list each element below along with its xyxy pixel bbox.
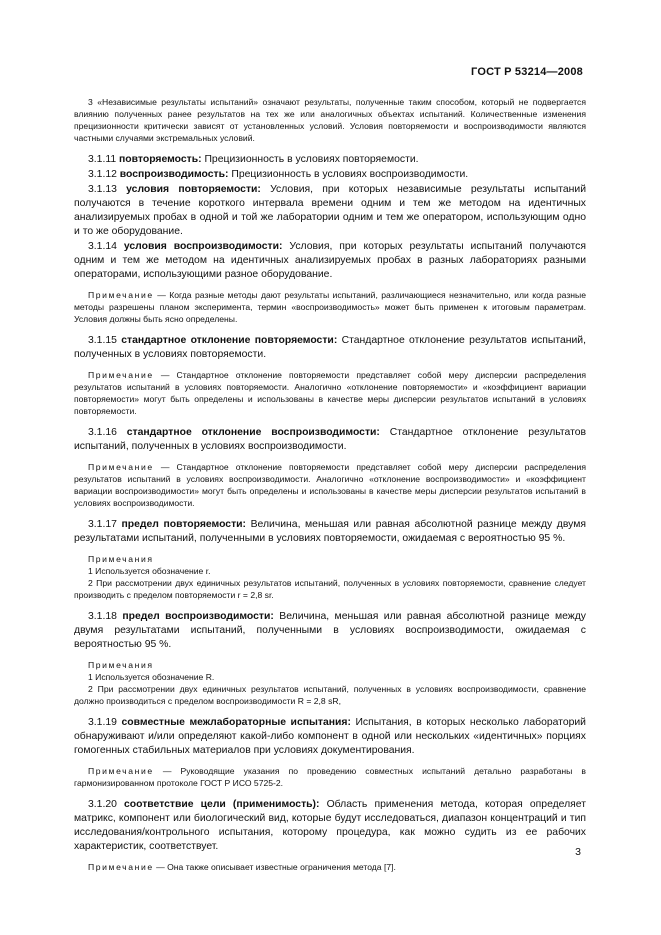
note-label: Примечание [88, 370, 154, 380]
term-title: условия воспроизводимости: [123, 241, 283, 252]
term-3-1-20 [74, 798, 586, 854]
term-definition: Стандартное отклонение результатов испытаний, полученных в условиях воспроизводимости. [74, 427, 587, 452]
term-3-1-14 [74, 240, 586, 282]
term-title: предел повторяемости: [121, 519, 247, 530]
term-3-1-16 [74, 426, 586, 454]
term-title: стандартное отклонение воспроизводимости: [126, 427, 380, 438]
term-definition: Величина, меньшая или равная абсолютной разнице между двумя результатами испытаний, полученными в условиях повторяемости, ожидаемая с вероятностью 95 %. [74, 519, 587, 544]
term-3-1-17 [74, 518, 586, 546]
term-definition: Величина, меньшая или равная абсолютной разнице между двумя результатами испытаний, полученными в условиях воспроизводимости, ожидаемая с вероятностью 95 %. [74, 611, 586, 650]
note-label: Примечание [88, 462, 154, 472]
term-number: 3.1.15 [88, 335, 117, 346]
term-title: соответствие цели (применимость): [124, 799, 320, 810]
notes-block [74, 553, 586, 601]
note-paragraph [74, 461, 586, 509]
note-line: 2 При рассмотрении двух единичных результатов испытаний, полученных в условиях воспроизводимости, сравнение должно производиться с пределом воспроизводимости R = 2,8 sR, [74, 684, 586, 706]
term-3-1-15 [74, 334, 586, 362]
notes-label: Примечания [88, 554, 154, 564]
notes-block [74, 659, 586, 707]
note-text: — Стандартное отклонение повторяемости представляет собой меру дисперсии распределения результатов испытаний в условиях повторяемости. Аналогично «отклонение повторяемости» и «коэффициент вариации повторяемости» могут быть определены и использованы в качестве меры дисперсии результатов испытаний в условиях повторяемости. [74, 370, 586, 416]
term-title: предел воспроизводимости: [122, 611, 274, 622]
note-line: 1 Используется обозначение R. [88, 672, 215, 682]
note-text: — Стандартное отклонение повторяемости представляет собой меру дисперсии распределения результатов испытаний в условиях воспроизводимости. Аналогично «отклонение воспроизводимости» и «коэффициент вариации воспроизводимости» могут быть определены и использованы в качестве меры дисперсии результатов испытаний в условиях воспроизводимости. [74, 462, 586, 508]
term-number: 3.1.14 [88, 241, 117, 252]
notes-label: Примечания [88, 660, 154, 670]
note-text: — Руководящие указания по проведению совместных испытаний детально разработаны в гармонизированном протоколе ГОСТ Р ИСО 5725-2. [74, 766, 586, 788]
term-definition: Область применения метода, которая определяет матрикс, компонент или биологический вид, которые будут исследоваться, диапазон концентраций и тип исследования/контрольного испытания, которому процедура, как можно судить из ее рабочих характеристик, соответствует. [74, 799, 586, 852]
term-number: 3.1.19 [88, 717, 117, 728]
term-3-1-11 [74, 153, 586, 167]
note-paragraph [74, 96, 586, 144]
term-number: 3.1.13 [88, 184, 117, 195]
note-label: Примечание [88, 862, 154, 872]
note-paragraph [74, 765, 586, 789]
note-text: 3 «Независимые результаты испытаний» означают результаты, полученные таким способом, который не подвергается влиянию полученных ранее результатов на тех же или аналогичных объектах испытаний. Количественные изменения прецизионности критически зависят от установленных условий. Условия повторяемости и воспроизводимости являются частными случаями экстремальных условий. [74, 97, 586, 143]
term-number: 3.1.16 [88, 427, 117, 438]
term-definition: Прецизионность в условиях воспроизводимости. [228, 169, 469, 180]
term-title: стандартное отклонение повторяемости: [121, 335, 338, 346]
term-title: условия повторяемости: [126, 184, 261, 195]
term-number: 3.1.11 [88, 154, 117, 165]
term-number: 3.1.17 [88, 519, 117, 530]
term-3-1-19 [74, 716, 586, 758]
document-id: ГОСТ Р 53214—2008 [471, 66, 583, 78]
note-line: 1 Используется обозначение r. [88, 566, 211, 576]
note-text: — Она также описывает известные ограничения метода [7]. [153, 862, 396, 872]
term-number: 3.1.18 [88, 611, 117, 622]
note-text: — Когда разные методы дают результаты испытаний, различающиеся незначительно, или когда разные методы разрешены планом эксперимента, термин «воспроизводимость» может быть применен к итоговым параметрам. Условия должны быть ясно определены. [74, 290, 586, 324]
term-definition: Стандартное отклонение результатов испытаний, полученных в условиях повторяемости. [74, 335, 586, 360]
term-3-1-18 [74, 610, 586, 652]
term-definition: Условия, при которых результаты испытаний получаются одним и тем же методом на идентичных анализируемых пробах в разных лабораториях разными операторами, использующими разное оборудование. [74, 241, 586, 280]
page-body [74, 96, 586, 882]
page-number: 3 [575, 846, 581, 858]
note-paragraph [74, 289, 586, 325]
term-title: воспроизводимость: [119, 169, 229, 180]
term-title: совместные межлабораторные испытания: [121, 717, 351, 728]
note-label: Примечание [88, 290, 154, 300]
note-paragraph [74, 369, 586, 417]
term-definition: Прецизионность в условиях повторяемости. [201, 154, 419, 165]
term-title: повторяемость: [119, 154, 202, 165]
term-3-1-13 [74, 183, 586, 239]
term-number: 3.1.12 [88, 169, 117, 180]
term-3-1-12 [74, 168, 586, 182]
term-definition: Испытания, в которых несколько лабораторий обнаруживают и/или определяют какой-либо компонент в одной или нескольких «идентичных» порциях гомогенных стабильных материалов при условиях документирования. [74, 717, 586, 756]
note-label: Примечание [88, 766, 154, 776]
note-line: 2 При рассмотрении двух единичных результатов испытаний, полученных в условиях повторяемости, сравнение следует производить с пределом повторяемости r = 2,8 sr. [74, 578, 586, 600]
term-definition: Условия, при которых независимые результаты испытаний получаются в течение короткого интервала времени одним и тем же методом на идентичных анализируемых пробах в одной и той же лаборатории одним и тем же оператором, использующим одно и то же оборудование. [74, 184, 586, 237]
note-paragraph [74, 861, 586, 873]
term-number: 3.1.20 [88, 799, 117, 810]
